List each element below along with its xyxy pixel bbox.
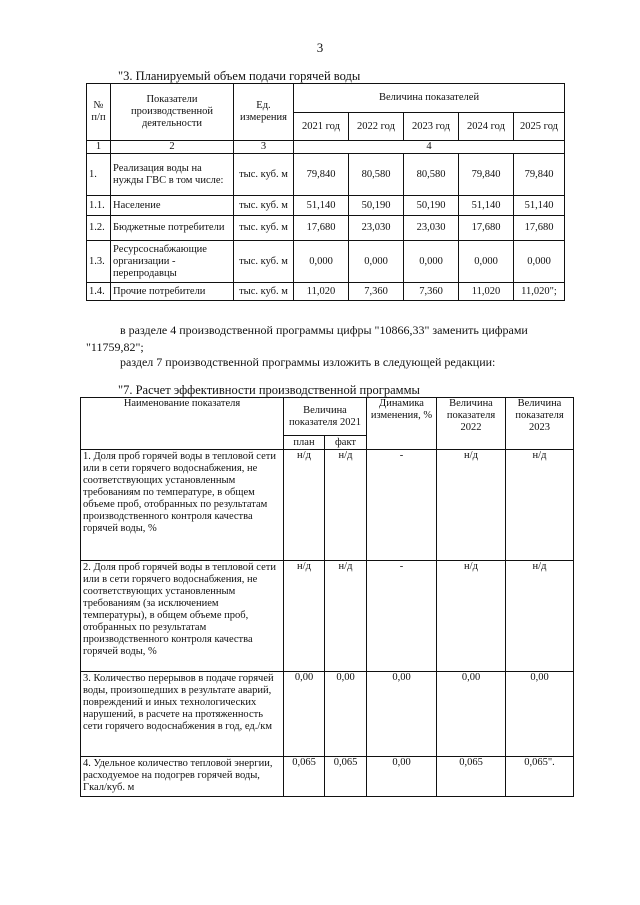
row-value: 11,020";: [514, 283, 565, 301]
table-row: [87, 241, 565, 283]
row-value: 23,030: [349, 216, 404, 241]
supply-volume-table: [86, 83, 565, 301]
row-name: Население: [111, 196, 234, 216]
row-name: Прочие потребители: [111, 283, 234, 301]
page-number: 3: [316, 40, 324, 55]
index-cell: 2: [111, 141, 234, 154]
header-indicator: Показатели производственной деятельности: [111, 84, 234, 141]
header-value-2021: Величина показателя 2021: [284, 398, 367, 436]
row-num: 1.: [87, 154, 111, 196]
indicator-dynamics: 0,00: [367, 672, 437, 757]
indicator-dynamics: 0,00: [367, 757, 437, 797]
row-value: 0,000: [514, 241, 565, 283]
row-value: 51,140: [294, 196, 349, 216]
header-name: Наименование показателя: [81, 398, 284, 450]
row-num: 1.3.: [87, 241, 111, 283]
header-dynamics: Динамика изменения, %: [367, 398, 437, 450]
indicator-2023: 0,065".: [506, 757, 574, 797]
header-unit: Ед. измерения: [234, 84, 294, 141]
indicator-plan: 0,00: [284, 672, 325, 757]
header-year: 2023 год: [404, 113, 459, 141]
row-value: 80,580: [349, 154, 404, 196]
row-value: 7,360: [404, 283, 459, 301]
row-name: Реализация воды на нужды ГВС в том числе:: [111, 154, 234, 196]
row-value: 51,140: [459, 196, 514, 216]
header-year: 2022 год: [349, 113, 404, 141]
row-value: 0,000: [404, 241, 459, 283]
row-value: 79,840: [294, 154, 349, 196]
row-value: 50,190: [349, 196, 404, 216]
row-num: 1.4.: [87, 283, 111, 301]
row-unit: тыс. куб. м: [234, 241, 294, 283]
table-row: [87, 154, 565, 196]
indicator-fact: 0,00: [325, 672, 367, 757]
row-num: 1.2.: [87, 216, 111, 241]
indicator-plan: н/д: [284, 561, 325, 672]
row-value: 17,680: [294, 216, 349, 241]
indicator-name: 2. Доля проб горячей воды в тепловой сети или в сети горячего водоснабжения, не соответствующих установленным требованиям (за исключением температуры), в общем объеме проб, отобранных по результатам производственного контроля качества горячей воды, %: [81, 561, 284, 672]
indicator-2023: н/д: [506, 561, 574, 672]
paragraph-replace-figures-cont: "11759,82";: [86, 340, 144, 354]
row-value: 0,000: [459, 241, 514, 283]
index-cell: 3: [234, 141, 294, 154]
index-cell: 4: [294, 141, 565, 154]
row-name: Бюджетные потребители: [111, 216, 234, 241]
row-value: 0,000: [349, 241, 404, 283]
paragraph-section7-intro: раздел 7 производственной программы изложить в следующей редакции:: [120, 355, 496, 369]
section3-heading: "3. Планируемый объем подачи горячей воды: [118, 69, 361, 83]
index-cell: 1: [87, 141, 111, 154]
indicator-name: 1. Доля проб горячей воды в тепловой сети или в сети горячего водоснабжения, не соответствующих установленным требованиям по температуре, в общем объеме проб, отобранных по результатам производственного контроля качества горячей воды, %: [81, 450, 284, 561]
table-row: [81, 672, 574, 757]
indicator-fact: 0,065: [325, 757, 367, 797]
row-value: 23,030: [404, 216, 459, 241]
indicator-plan: 0,065: [284, 757, 325, 797]
table-row: [81, 561, 574, 672]
header-values: Величина показателей: [294, 84, 565, 113]
header-num: № п/п: [87, 84, 111, 141]
indicator-2023: 0,00: [506, 672, 574, 757]
row-name: Ресурсоснабжающие организации - перепродавцы: [111, 241, 234, 283]
row-value: 7,360: [349, 283, 404, 301]
indicator-fact: н/д: [325, 561, 367, 672]
indicator-dynamics: -: [367, 450, 437, 561]
section7-heading: "7. Расчет эффективности производственной программы: [118, 383, 420, 397]
header-year: 2024 год: [459, 113, 514, 141]
row-num: 1.1.: [87, 196, 111, 216]
row-value: 17,680: [459, 216, 514, 241]
paragraph-replace-figures: в разделе 4 производственной программы цифры "10866,33" заменить цифрами: [120, 323, 528, 337]
indicator-2022: н/д: [437, 450, 506, 561]
row-value: 11,020: [459, 283, 514, 301]
indicator-name: 4. Удельное количество тепловой энергии, расходуемое на подогрев горячей воды, Гкал/куб. м: [81, 757, 284, 797]
table-row: [87, 216, 565, 241]
header-year: 2021 год: [294, 113, 349, 141]
row-value: 0,000: [294, 241, 349, 283]
row-value: 11,020: [294, 283, 349, 301]
indicator-2023: н/д: [506, 450, 574, 561]
table-row: [81, 450, 574, 561]
row-unit: тыс. куб. м: [234, 196, 294, 216]
indicator-fact: н/д: [325, 450, 367, 561]
row-value: 80,580: [404, 154, 459, 196]
indicator-name: 3. Количество перерывов в подаче горячей воды, произошедших в результате аварий, повреждений и иных технологических нарушений, в расчете на протяженность сети горячего водоснабжения в год, ед./км: [81, 672, 284, 757]
table-row: [87, 283, 565, 301]
indicator-plan: н/д: [284, 450, 325, 561]
indicator-2022: 0,00: [437, 672, 506, 757]
header-year: 2025 год: [514, 113, 565, 141]
header-value-2023: Величина показателя 2023: [506, 398, 574, 450]
header-fact: факт: [325, 436, 367, 450]
header-plan: план: [284, 436, 325, 450]
efficiency-table: [80, 397, 574, 797]
row-value: 50,190: [404, 196, 459, 216]
row-value: 79,840: [459, 154, 514, 196]
table-row: [87, 196, 565, 216]
row-unit: тыс. куб. м: [234, 154, 294, 196]
row-unit: тыс. куб. м: [234, 216, 294, 241]
indicator-dynamics: -: [367, 561, 437, 672]
row-value: 79,840: [514, 154, 565, 196]
row-value: 17,680: [514, 216, 565, 241]
indicator-2022: н/д: [437, 561, 506, 672]
indicator-2022: 0,065: [437, 757, 506, 797]
header-value-2022: Величина показателя 2022: [437, 398, 506, 450]
row-value: 51,140: [514, 196, 565, 216]
table-row: [81, 757, 574, 797]
row-unit: тыс. куб. м: [234, 283, 294, 301]
